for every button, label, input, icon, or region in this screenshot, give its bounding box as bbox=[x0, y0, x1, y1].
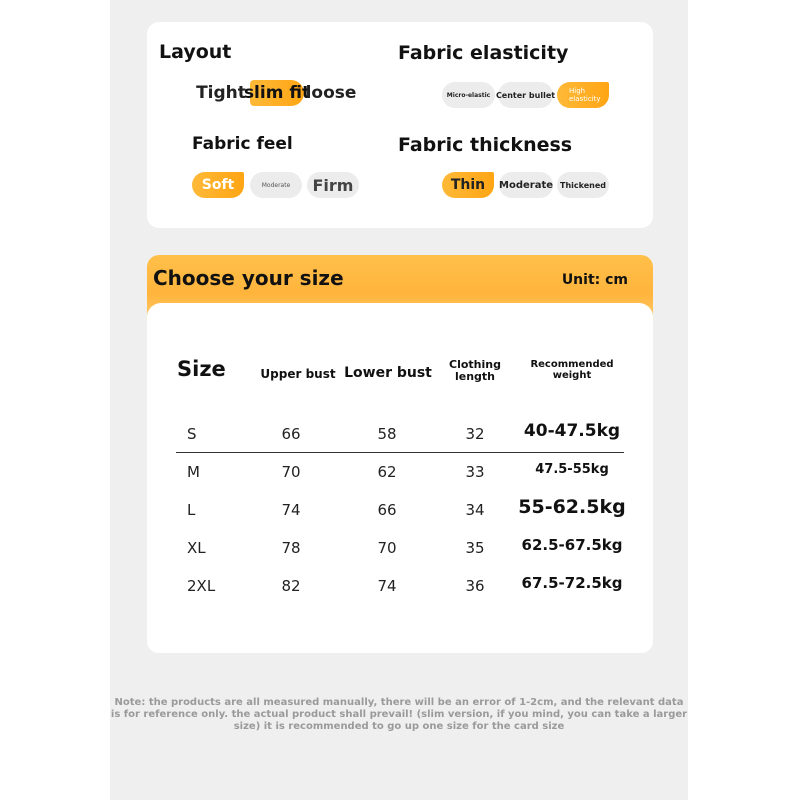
table-cell-clothing-length: 32 bbox=[465, 425, 485, 443]
header-lower-bust: Lower bust bbox=[344, 365, 432, 381]
table-cell-lower-bust: 62 bbox=[377, 463, 397, 481]
layout-option-slim-fit: slim fit bbox=[250, 80, 304, 106]
table-cell-weight: 47.5-55kg bbox=[535, 462, 609, 477]
table-cell-weight: 40-47.5kg bbox=[523, 421, 621, 441]
table-cell-size: L bbox=[187, 501, 196, 519]
thickness-option-thin: Thin bbox=[442, 172, 494, 198]
header-recommended-weight: Recommended weight bbox=[530, 359, 614, 381]
table-cell-upper-bust: 78 bbox=[281, 539, 301, 557]
fabric-thickness-title: Fabric thickness bbox=[398, 134, 573, 156]
layout-option-loose: loose bbox=[305, 83, 357, 103]
layout-option-tight: Tight bbox=[196, 83, 246, 103]
table-cell-upper-bust: 70 bbox=[281, 463, 301, 481]
header-upper-bust: Upper bust bbox=[260, 367, 336, 381]
feel-option-moderate: Moderate bbox=[250, 172, 302, 198]
size-chart-card bbox=[147, 255, 653, 653]
table-divider bbox=[176, 452, 624, 453]
header-clothing-length: Clothing length bbox=[449, 358, 501, 383]
feel-option-soft: Soft bbox=[192, 172, 244, 198]
thickness-option-moderate: Moderate bbox=[499, 172, 553, 198]
fabric-elasticity-title: Fabric elasticity bbox=[398, 42, 569, 64]
fabric-feel-title: Fabric feel bbox=[192, 134, 293, 154]
elasticity-option-high-elasticity: High elasticity bbox=[557, 82, 609, 108]
unit-label: Unit: cm bbox=[561, 272, 628, 288]
table-cell-lower-bust: 74 bbox=[377, 577, 397, 595]
table-cell-clothing-length: 36 bbox=[465, 577, 485, 595]
table-cell-lower-bust: 70 bbox=[377, 539, 397, 557]
thickness-option-thickened: Thickened bbox=[557, 172, 609, 198]
elasticity-option-micro-elastic: Micro-elastic bbox=[442, 82, 495, 108]
table-cell-size: XL bbox=[187, 539, 206, 557]
table-cell-weight: 55-62.5kg bbox=[518, 496, 626, 518]
table-cell-weight: 67.5-72.5kg bbox=[521, 574, 623, 592]
layout-title: Layout bbox=[159, 41, 232, 63]
table-cell-clothing-length: 34 bbox=[465, 501, 485, 519]
feel-option-firm: Firm bbox=[307, 172, 359, 198]
elasticity-option-center-bullet: Center bullet bbox=[498, 82, 553, 108]
fabric-attributes-card bbox=[147, 22, 653, 228]
measurement-note: Note: the products are all measured manually, there will be an error of 1-2cm, and the relevant data is for reference only. the actual product shall prevail! (slim version, if you mind, you can take a larger size) it is recommended to go up one size for the card size bbox=[110, 697, 688, 732]
table-cell-lower-bust: 58 bbox=[377, 425, 397, 443]
table-cell-size: S bbox=[187, 425, 197, 443]
header-size: Size bbox=[177, 357, 226, 381]
table-cell-clothing-length: 35 bbox=[465, 539, 485, 557]
size-table bbox=[147, 303, 653, 653]
table-cell-clothing-length: 33 bbox=[465, 463, 485, 481]
table-cell-upper-bust: 82 bbox=[281, 577, 301, 595]
table-cell-lower-bust: 66 bbox=[377, 501, 397, 519]
table-cell-weight: 62.5-67.5kg bbox=[521, 536, 623, 554]
table-cell-upper-bust: 74 bbox=[281, 501, 301, 519]
size-chart-title: Choose your size bbox=[153, 266, 344, 290]
table-cell-size: M bbox=[187, 463, 200, 481]
table-cell-size: 2XL bbox=[187, 577, 216, 595]
table-cell-upper-bust: 66 bbox=[281, 425, 301, 443]
